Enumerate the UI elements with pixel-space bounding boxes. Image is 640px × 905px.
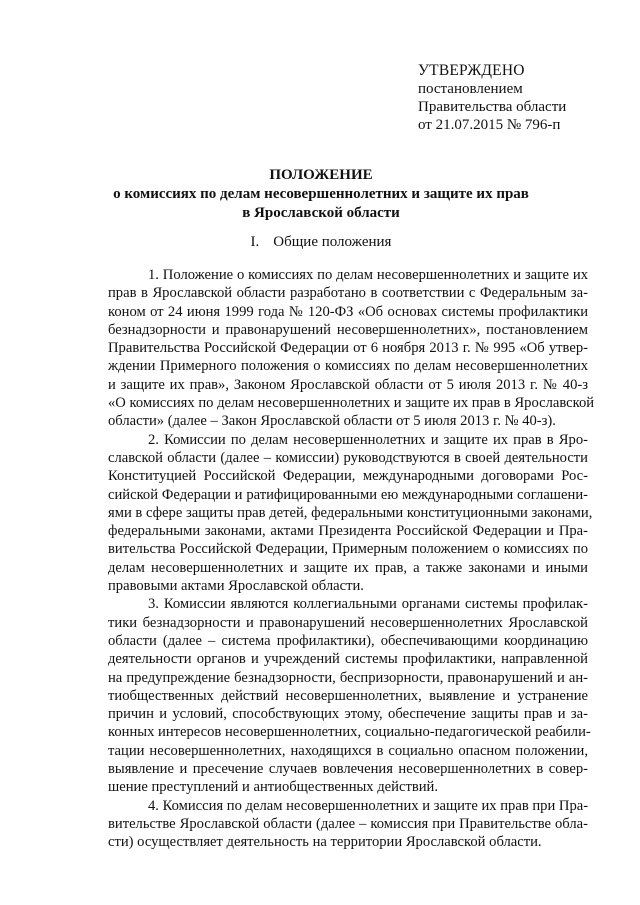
text-line: вительстве Ярославской области (далее – комиссия при Правительстве обла- bbox=[108, 815, 588, 832]
approval-stamp-title: УТВЕРЖДЕНО bbox=[418, 62, 525, 79]
text-line: тации несовершеннолетних, находящихся в социально опасном положении, bbox=[108, 742, 588, 759]
document-title-line: о комиссиях по делам несовершеннолетних и защите их прав bbox=[113, 186, 529, 202]
text-line: 4. Комиссия по делам несовершеннолетних и защите их прав при Пра- bbox=[148, 797, 589, 814]
text-line: «О комиссиях по делам несовершеннолетних и защите их прав в Ярославской bbox=[108, 395, 595, 412]
text-line: сти) осуществляет деятельность на территории Ярославской области. bbox=[108, 834, 542, 851]
text-line: причин и условий, способствующих этому, обеспечение защиты прав и за- bbox=[108, 706, 588, 723]
paragraph bbox=[108, 431, 593, 596]
approval-stamp-line: Правительства области bbox=[418, 99, 567, 115]
text-line: тиобщественных действий несовершеннолетних, выявление и устранение bbox=[108, 687, 588, 704]
document-body bbox=[108, 266, 595, 852]
text-line: ждении Примерного положения о комиссиях по делам несовершеннолетних bbox=[108, 358, 588, 375]
text-line: на предупреждение безнадзорности, беспризорности, правонарушений и ан- bbox=[108, 669, 588, 686]
text-line: Конституцией Российской Федерации, международными договорами Рос- bbox=[108, 468, 588, 485]
text-line: конных интересов несовершеннолетних, социально-педагогической реабили- bbox=[108, 724, 591, 741]
text-line: 3. Комиссии являются коллегиальными органами системы профилак- bbox=[148, 596, 588, 613]
paragraph bbox=[108, 595, 591, 796]
text-line: сийской Федерации и ратифицированными ею международными соглашени- bbox=[108, 486, 588, 503]
text-line: области» (далее – Закон Ярославской области от 5 июля 2013 г. № 40-з). bbox=[108, 413, 556, 430]
text-line: федеральными законами, актами Президента Российской Федерации и Пра- bbox=[108, 523, 588, 540]
document-title-line: ПОЛОЖЕНИЕ bbox=[269, 167, 373, 183]
section-title: Общие положения bbox=[273, 234, 392, 250]
text-line: и защите их прав», Законом Ярославской области от 5 июля 2013 г. № 40-з bbox=[108, 376, 588, 393]
text-line: ями в сфере защиты прав детей, федеральными конституционными законами, bbox=[108, 504, 593, 521]
document-title bbox=[80, 166, 562, 223]
text-line: Правительства Российской Федерации от 6 ноября 2013 г. № 995 «Об утвер- bbox=[108, 340, 588, 357]
text-line: тики безнадзорности и правонарушений несовершеннолетних Ярославской bbox=[108, 614, 588, 631]
text-line: шение преступлений и антиобщественных действий. bbox=[108, 779, 438, 796]
text-line: безнадзорности и правонарушений несовершеннолетних», постановлением bbox=[108, 321, 588, 338]
approval-stamp-line: постановлением bbox=[418, 81, 523, 97]
paragraph bbox=[108, 266, 595, 431]
text-line: 1. Положение о комиссиях по делам несовершеннолетних и защите их bbox=[148, 267, 588, 283]
text-line: деятельности органов и учреждений системы профилактики, направленной bbox=[108, 651, 588, 668]
text-line: правовыми актами Ярославской области. bbox=[108, 578, 364, 595]
approval-stamp bbox=[418, 62, 566, 134]
document-title-line: в Ярославской области bbox=[242, 205, 400, 221]
text-line: области (далее – система профилактики), обеспечивающими координацию bbox=[108, 632, 588, 649]
text-line: делам несовершеннолетних и защите их прав, а также законами и иными bbox=[108, 559, 588, 576]
approval-stamp-line: от 21.07.2015 № 796-п bbox=[418, 117, 561, 133]
paragraph bbox=[108, 797, 588, 852]
text-line: славской области (далее – комиссии) руководствуются в своей деятельности bbox=[108, 449, 588, 466]
text-line: выявление и пресечение случаев вовлечения несовершеннолетних в совер- bbox=[108, 761, 588, 778]
text-line: 2. Комиссии по делам несовершеннолетних и защите их прав в Яро- bbox=[148, 431, 588, 448]
text-line: вительства Российской Федерации, Примерным положением о комиссиях по bbox=[108, 541, 588, 558]
section-heading bbox=[80, 233, 562, 251]
section-number: I. bbox=[250, 234, 260, 250]
text-line: коном от 24 июня 1999 года № 120-ФЗ «Об основах системы профилактики bbox=[108, 303, 588, 320]
text-line: прав в Ярославской области разработано в соответствии с Федеральным за- bbox=[108, 285, 588, 302]
